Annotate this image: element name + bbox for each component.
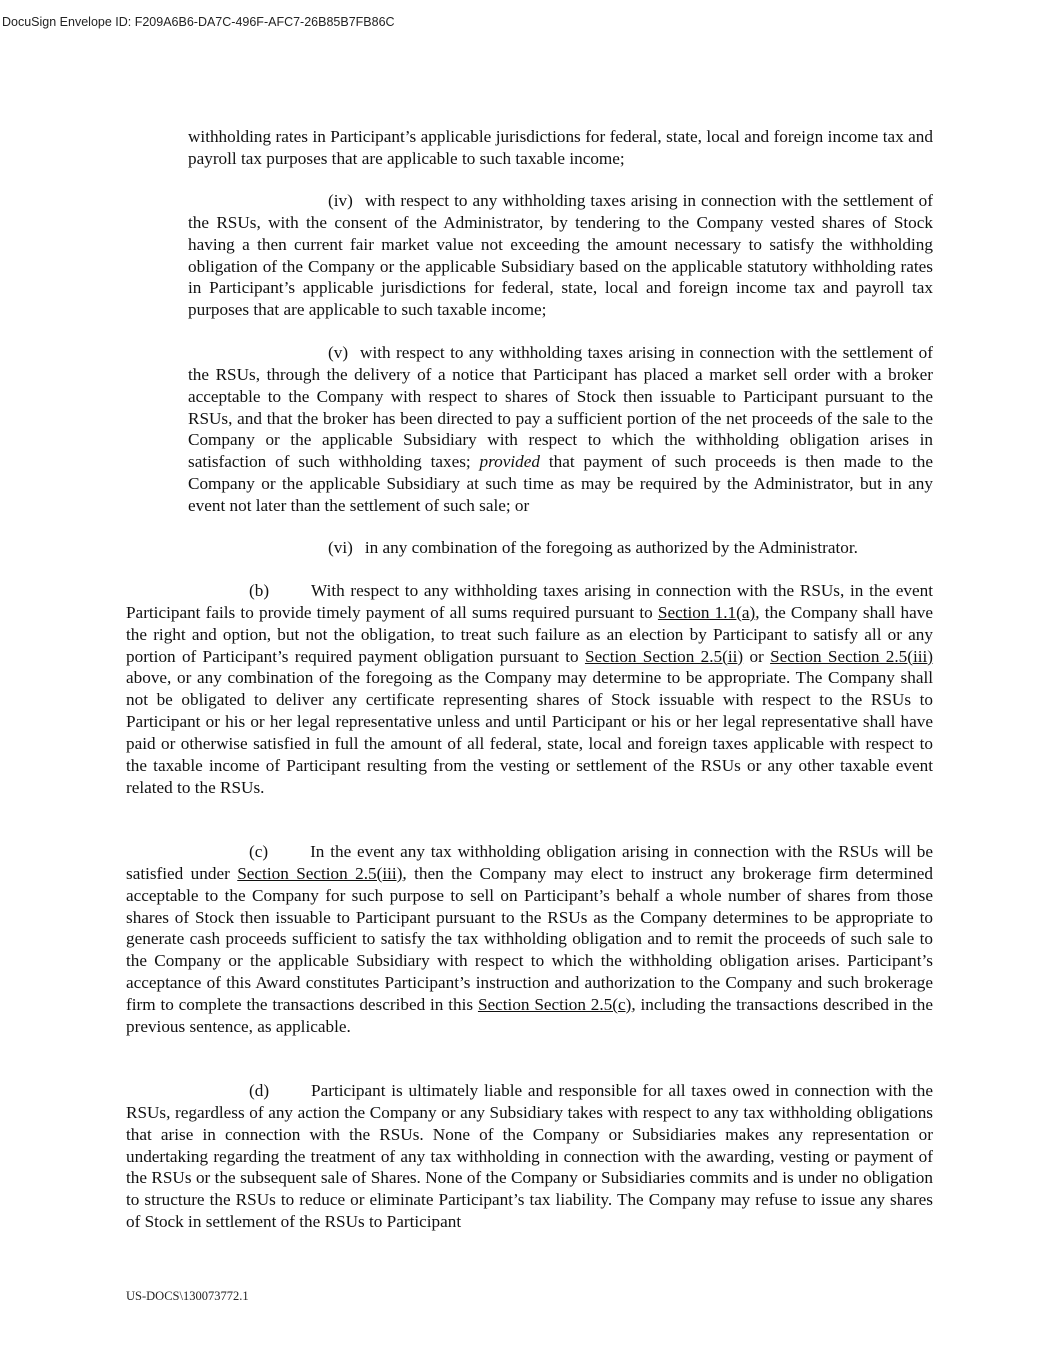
section-link-2-5iii[interactable]: Section Section 2.5(iii) [237,863,403,883]
paragraph-continuation: withholding rates in Participant’s applicable jurisdictions for federal, state, local and foreign income tax and payroll tax purposes that are applicable to such taxable income; [188,127,933,168]
clause-label-d: (d) [249,1081,270,1100]
section-link-1-1a[interactable]: Section 1.1(a) [657,602,756,622]
clause-label-v: (v) [328,343,349,362]
section-link-2-5iii[interactable]: Section Section 2.5(iii) [770,646,934,666]
clause-label-iv: (iv) [328,191,353,210]
paragraph-v: (v) with respect to any withholding taxes arising in connection with the settlement of the RSUs, through the delivery of a notice that Participant has placed a market sell order with a broker acceptable to the Company with respect to shares of Stock then issuable to Participant pursuant to the RSUs, and that the broker has been directed to pay a sufficient portion of the net proceeds of the sale to the Company or the applicable Subsidiary with respect to which the withholding obligation arises in satisfaction of such withholding taxes; provided that payment of such proceeds is then made to the Company or the applicable Subsidiary at such time as may be required by the Administrator, but in any event not later than the settlement of such sale; or [188,343,934,515]
paragraph-d: (d) Participant is ultimately liable and responsible for all taxes owed in connection with the RSUs, regardless of any action the Company or any Subsidiary takes with respect to any tax withholding obligations that arise in connection with the RSUs. None of the Company or Subsidiaries makes any representation or undertaking regarding the treatment of any tax withholding in connection with the awarding, vesting or payment of the RSUs or the subsequent sale of Shares. None of the Company or Subsidiaries commits and is under no obligation to structure the RSUs to reduce or eliminate Participant’s tax liability. The Company may refuse to issue any shares of Stock in settlement of the RSUs to Participant [126,1081,933,1232]
section-link-2-5c[interactable]: Section Section 2.5(c) [477,994,632,1014]
clause-label-b: (b) [249,581,270,600]
clause-label-c: (c) [249,842,269,861]
paragraph-iv: (iv) with respect to any withholding taxes arising in connection with the settlement of the RSUs, with the consent of the Administrator, by tendering to the Company vested shares of Stock having a then current fair market value not exceeding the amount necessary to satisfy the withholding obligation of the Company or the applicable Subsidiary based on the applicable statutory withholding rates in Participant’s applicable jurisdictions for federal, state, local and foreign income tax and payroll tax purposes that are applicable to such taxable income; [188,191,933,320]
section-link-2-5ii[interactable]: Section Section 2.5(ii) [584,646,744,666]
paragraph-c: (c) In the event any tax withholding obligation arising in connection with the RSUs will be satisfied under Section Section 2.5(iii), then the Company may elect to instruct any brokerage firm determined acceptable to the Company for such purpose to sell on Participant’s behalf a whole number of shares from those shares of Stock then issuable to Participant pursuant to the RSUs as the Company determines to be appropriate to generate cash proceeds sufficient to satisfy the tax withholding obligation and to remit the proceeds of such sale to the Company or the applicable Subsidiary with respect to which the withholding obligation arises. Participant’s acceptance of this Award constitutes Participant’s instruction and authorization to the Company and such brokerage firm to complete the transactions described in this Section Section 2.5(c), including the transactions described in the previous sentence, as applicable. [126,842,934,1036]
paragraph-vi: (vi) in any combination of the foregoing as authorized by the Administrator. [328,538,858,557]
paragraph-b: (b) With respect to any withholding taxes arising in connection with the RSUs, in the event Participant fails to provide timely payment of all sums required pursuant to Section 1.1(a), the Company shall have the right and option, but not the obligation, to treat such failure as an election by Participant to satisfy all or any portion of Participant’s required payment obligation pursuant to Section Section 2.5(ii) or Section Section 2.5(iii) above, or any combination of the foregoing as the Company may determine to be appropriate. The Company shall not be obligated to deliver any certificate representing shares of Stock issuable with respect to the RSUs to Participant or his or her legal representative unless and until Participant or his or her legal representative shall have paid or otherwise satisfied in full the amount of all federal, state, local and foreign taxes applicable with respect to the taxable income of Participant resulting from the vesting or settlement of the RSUs or any other taxable event related to the RSUs. [126,581,934,797]
document-footer-id: US-DOCS\130073772.1 [126,1289,249,1303]
clause-label-vi: (vi) [328,538,353,557]
docusign-envelope-id: DocuSign Envelope ID: F209A6B6-DA7C-496F-AFC7-26B85B7FB86C [2,15,395,29]
